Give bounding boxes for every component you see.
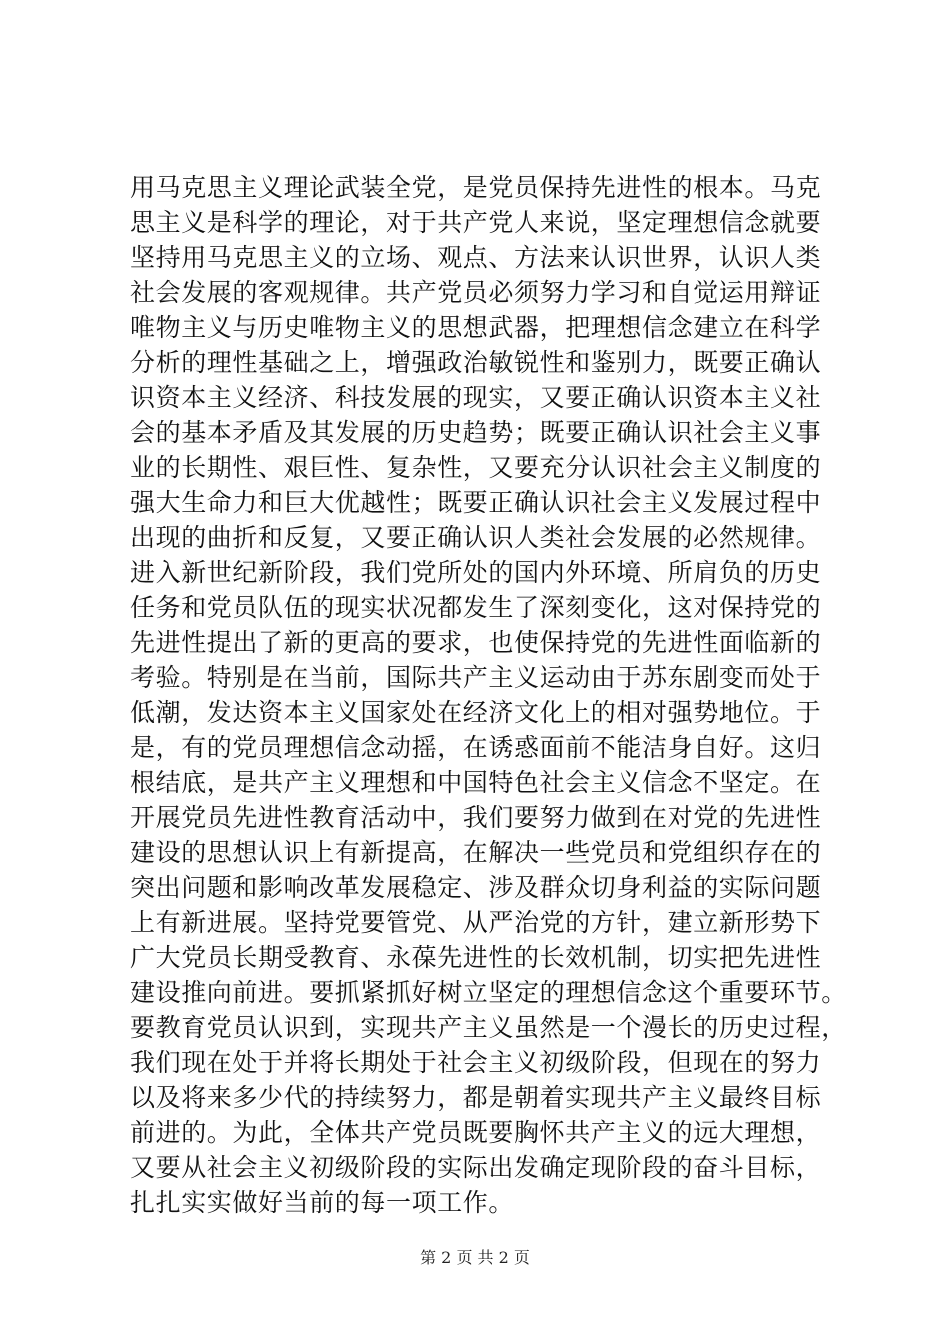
text-line: 业的长期性、艰巨性、复杂性，又要充分认识社会主义制度的 <box>130 453 822 482</box>
page-footer: 第 2 页 共 2 页 <box>420 1248 530 1267</box>
text-line: 分析的理性基础之上，增强政治敏锐性和鉴别力，既要正确认 <box>130 348 822 377</box>
text-line: 广大党员长期受教育、永葆先进性的长效机制，切实把先进性 <box>130 943 822 972</box>
text-line: 突出问题和影响改革发展稳定、涉及群众切身利益的实际问题 <box>130 873 822 902</box>
text-line: 上有新进展。坚持党要管党、从严治党的方针，建立新形势下 <box>130 908 822 937</box>
text-line: 先进性提出了新的更高的要求，也使保持党的先进性面临新的 <box>130 628 822 657</box>
text-line: 建设推向前进。要抓紧抓好树立坚定的理想信念这个重要环节。 <box>130 978 847 1007</box>
text-line: 强大生命力和巨大优越性；既要正确认识社会主义发展过程中 <box>130 488 822 517</box>
text-line: 进入新世纪新阶段，我们党所处的国内外环境、所肩负的历史 <box>130 558 822 587</box>
text-line: 要教育党员认识到，实现共产主义虽然是一个漫长的历史过程， <box>130 1013 847 1042</box>
text-line: 以及将来多少代的持续努力，都是朝着实现共产主义最终目标 <box>130 1083 822 1112</box>
text-line: 用马克思主义理论武装全党，是党员保持先进性的根本。马克 <box>130 173 822 202</box>
text-line: 建设的思想认识上有新提高，在解决一些党员和党组织存在的 <box>130 838 822 867</box>
text-line: 是，有的党员理想信念动摇，在诱惑面前不能洁身自好。这归 <box>130 733 822 762</box>
text-line: 唯物主义与历史唯物主义的思想武器，把理想信念建立在科学 <box>130 313 822 342</box>
text-line: 低潮，发达资本主义国家处在经济文化上的相对强势地位。于 <box>130 698 822 727</box>
text-line: 又要从社会主义初级阶段的实际出发确定现阶段的奋斗目标， <box>130 1153 822 1182</box>
text-line: 考验。特别是在当前，国际共产主义运动由于苏东剧变而处于 <box>130 663 822 692</box>
text-line: 思主义是科学的理论，对于共产党人来说，坚定理想信念就要 <box>130 208 822 237</box>
text-line: 根结底，是共产主义理想和中国特色社会主义信念不坚定。在 <box>130 768 822 797</box>
body-paragraph <box>130 170 850 1220</box>
text-line: 扎扎实实做好当前的每一项工作。 <box>130 1188 515 1217</box>
text-line: 会的基本矛盾及其发展的历史趋势；既要正确认识社会主义事 <box>130 418 822 447</box>
text-line: 前进的。为此，全体共产党员既要胸怀共产主义的远大理想， <box>130 1118 822 1147</box>
text-line: 社会发展的客观规律。共产党员必须努力学习和自觉运用辩证 <box>130 278 822 307</box>
text-line: 任务和党员队伍的现实状况都发生了深刻变化，这对保持党的 <box>130 593 822 622</box>
text-line: 坚持用马克思主义的立场、观点、方法来认识世界，认识人类 <box>130 243 822 272</box>
text-line: 出现的曲折和反复，又要正确认识人类社会发展的必然规律。 <box>130 523 822 552</box>
text-line: 开展党员先进性教育活动中，我们要努力做到在对党的先进性 <box>130 803 822 832</box>
text-line: 识资本主义经济、科技发展的现实，又要正确认识资本主义社 <box>130 383 822 412</box>
text-line: 我们现在处于并将长期处于社会主义初级阶段，但现在的努力 <box>130 1048 822 1077</box>
